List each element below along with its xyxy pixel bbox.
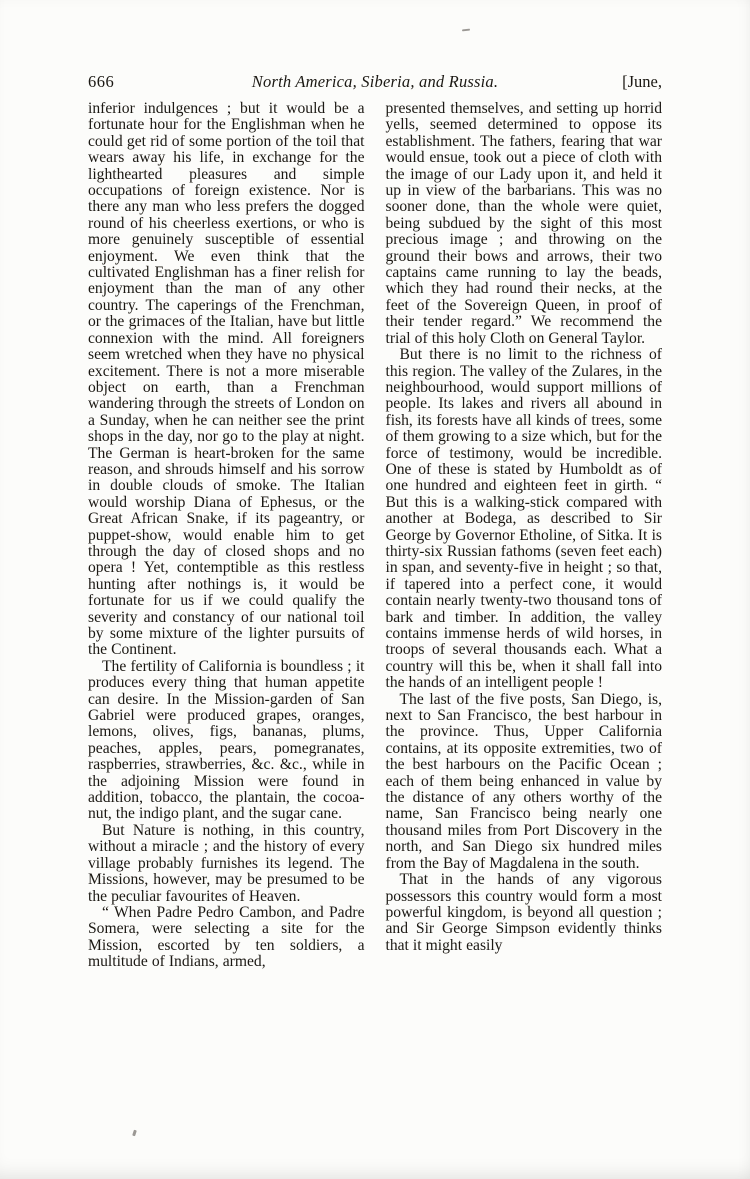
paragraph: “ When Padre Pedro Cambon, and Padre Somera, were selecting a site for the Mission, escorted by ten soldiers, a multitude of Indians, armed, bbox=[88, 903, 365, 971]
paragraph: But there is no limit to the richness of this region. The valley of the Zulares, in the neighbourhood, would support millions of people. Its lakes and rivers all abound in fish, its forests have all kinds of trees, some of them growing to a size which, but for the force of testimony, would be incredible. One of these is stated by Humboldt as of one hundred and eighteen feet in girth. “ But this is a walking-stick compared with another at Bodega, as described to Sir George by Governor Etholine, of Sitka. It is thirty-six Russian fathoms (seven feet each) in span, and seventy-five in height ; so that, if tapered into a perfect cone, it would contain nearly twenty-two thousand tons of bark and timber. In addition, the valley contains immense herds of wild horses, in troops of several thousands each. What a country will this be, when it shall fall into the hands of an intelligent people ! bbox=[385, 346, 662, 692]
paragraph: presented themselves, and setting up horrid yells, seemed determined to oppose its establishment. The fathers, fearing that war would ensue, took out a piece of cloth with the image of our Lady upon it, and held it up in view of the barbarians. This was no sooner done, than the whole were quiet, being subdued by the sight of this most precious image ; and throwing on the ground their bows and arrows, their two captains came running to lay the beads, which they had round their necks, at the feet of the Sovereign Queen, in proof of their tender regard.” We recommend the trial of this holy Cloth on General Taylor. bbox=[385, 100, 662, 347]
page-header bbox=[88, 72, 662, 92]
scan-artifact-top bbox=[462, 29, 470, 32]
paragraph: That in the hands of any vigorous possessors this country would form a most powerful kingdom, is beyond all question ; and Sir George Simpson evidently thinks that it might easily bbox=[385, 871, 662, 954]
paragraph: inferior indulgences ; but it would be a fortunate hour for the Englishman when he could get rid of some portion of the toil that wears away his life, in exchange for the lighthearted pleasures and simple occupations of foreign existence. Nor is there any man who less prefers the dogged round of his cheerless exertions, or who is more genuinely susceptible of essential enjoyment. We even think that the cultivated Englishman has a finer relish for enjoyment than the man of any other country. The caperings of the Frenchman, or the grimaces of the Italian, have but little connexion with the mind. All foreigners seem wretched when they have no physical excitement. There is not a more miserable object on earth, than a Frenchman wandering through the streets of London on a Sunday, when he can neither see the print shops in the day, nor go to the play at night. The German is heart-broken for the same reason, and shrouds himself and his sorrow in double clouds of smoke. The Italian would worship Diana of Ephesus, or the Great African Snake, if its pageantry, or puppet-show, would enable him to get through the day of closed shops and no opera ! Yet, contemptible as this restless hunting after nothings is, it would be fortunate for us if we could qualify the severity and constancy of our national toil by some mixture of the lighter pursuits of the Continent. bbox=[88, 100, 365, 659]
paragraph: But Nature is nothing, in this country, without a miracle ; and the history of every village probably furnishes its legend. The Missions, however, may be presumed to be the peculiar favourites of Heaven. bbox=[88, 821, 365, 905]
issue-label: [June, bbox=[622, 72, 662, 91]
page-number: 666 bbox=[88, 72, 115, 91]
running-title: North America, Siberia, and Russia. bbox=[251, 72, 499, 91]
scan-artifact-bottom bbox=[132, 1130, 137, 1137]
paragraph: The last of the five posts, San Diego, is, next to San Francisco, the best harbour in the province. Thus, Upper California contains, at its opposite extremities, two of the best harbours on the Pacific Ocean ; each of them being enhanced in value by the distance of any others worthy of the name, San Francisco being nearly one thousand miles from Port Discovery in the north, and San Diego six hundred miles from the Bay of Magdalena in the south. bbox=[385, 690, 662, 872]
right-column bbox=[386, 101, 663, 971]
text-columns bbox=[88, 101, 662, 971]
left-column bbox=[88, 101, 365, 971]
paragraph: The fertility of California is boundless ; it produces every thing that human appetite can desire. In the Mission-garden of San Gabriel were produced grapes, oranges, lemons, olives, figs, bananas, plums, peaches, apples, pears, pomegranates, raspberries, strawberries, &c. &c., while in the adjoining Mission were found in addition, tobacco, the plantain, the cocoa-nut, the indigo plant, and the sugar cane. bbox=[88, 657, 365, 823]
